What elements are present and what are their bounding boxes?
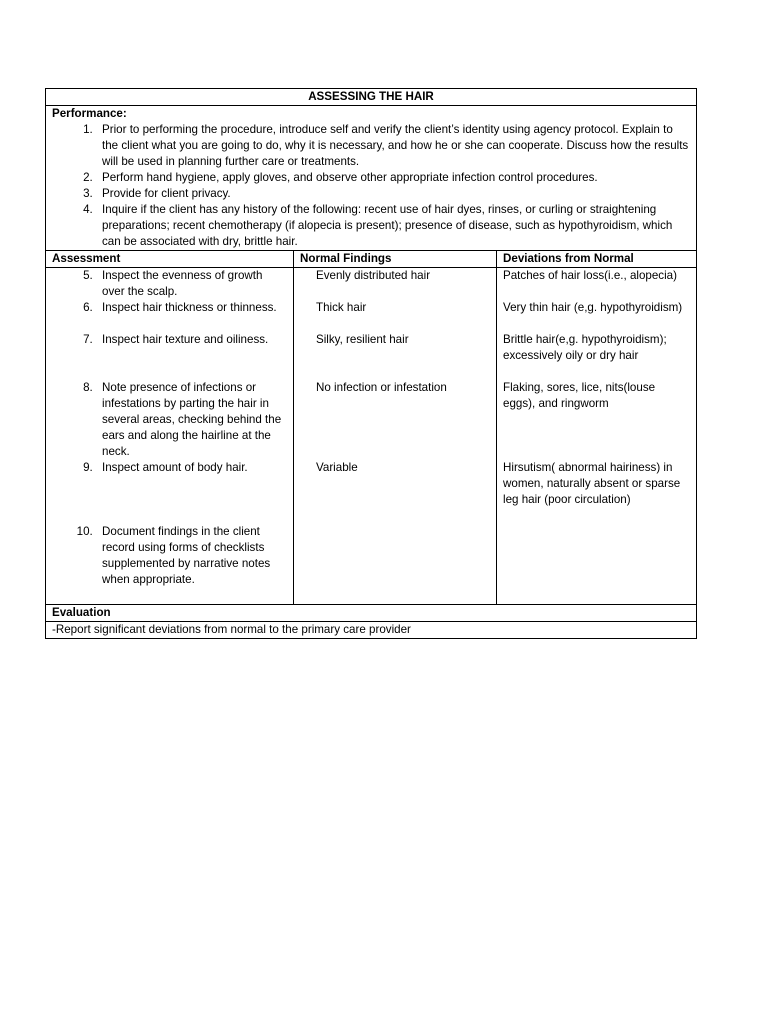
performance-step: 2. Perform hand hygiene, apply gloves, and observe other appropriate infection control procedures. xyxy=(96,170,690,186)
deviation-item: Brittle hair(e,g. hypothyroidism); excessively oily or dry hair xyxy=(503,333,667,362)
normal-finding: Variable xyxy=(316,461,358,474)
deviations-header: Deviations from Normal xyxy=(497,251,697,268)
performance-step: 3. Provide for client privacy. xyxy=(96,186,690,202)
assessment-item: 8. Note presence of infections or infestations by parting the hair in several areas, checking behind the ears and along the hairline at the neck. xyxy=(96,380,287,460)
assessment-list xyxy=(52,268,287,604)
procedure-table xyxy=(45,88,697,639)
deviations-cell xyxy=(497,268,697,605)
performance-step: 4. Inquire if the client has any history of the following: recent use of hair dyes, rinses, or curling or straightening preparations; recent chemotherapy (if alopecia is present); presence of disease, such as hypothyroidism, which can be associated with dry, brittle hair. xyxy=(96,202,690,250)
assessment-cell xyxy=(46,268,294,605)
normal-finding: Evenly distributed hair xyxy=(316,269,431,282)
assessment-item: 5. Inspect the evenness of growth over the scalp. xyxy=(96,268,287,300)
normal-finding: Thick hair xyxy=(316,301,367,314)
assessment-item: 6. Inspect hair thickness or thinness. xyxy=(96,300,287,332)
deviation-item: Patches of hair loss(i.e., alopecia) xyxy=(503,269,677,282)
assessment-item: 9. Inspect amount of body hair. xyxy=(96,460,287,524)
normal-finding: No infection or infestation xyxy=(316,381,447,394)
column-header-row xyxy=(46,251,697,268)
evaluation-heading-row xyxy=(46,605,697,622)
title-row xyxy=(46,89,697,106)
normal-findings-cell xyxy=(294,268,497,605)
deviation-item: Flaking, sores, lice, nits(louse eggs), and ringworm xyxy=(503,381,656,410)
deviation-item: Hirsutism( abnormal hairiness) in women, naturally absent or sparse leg hair (poor circulation) xyxy=(503,461,681,506)
normal-finding: Silky, resilient hair xyxy=(316,333,409,346)
performance-heading: Performance: xyxy=(52,107,127,120)
evaluation-text: -Report significant deviations from normal to the primary care provider xyxy=(46,622,697,639)
evaluation-text-row xyxy=(46,622,697,639)
performance-row xyxy=(46,106,697,251)
assessment-row xyxy=(46,268,697,605)
table-title: ASSESSING THE HAIR xyxy=(46,89,697,106)
assessment-item: 10. Document findings in the client record using forms of checklists supplemented by narrative notes when appropriate. xyxy=(96,524,287,604)
performance-steps xyxy=(52,122,690,250)
evaluation-heading: Evaluation xyxy=(46,605,697,622)
assessment-header: Assessment xyxy=(46,251,294,268)
deviation-item: Very thin hair (e,g. hypothyroidism) xyxy=(503,301,683,314)
performance-step: 1. Prior to performing the procedure, introduce self and verify the client’s identity using agency protocol. Explain to the client what you are going to do, why it is necessary, and how he or she can cooperate. Discuss how the results will be used in planning further care or treatments. xyxy=(96,122,690,170)
normal-findings-header: Normal Findings xyxy=(294,251,497,268)
assessment-item: 7. Inspect hair texture and oiliness. xyxy=(96,332,287,380)
performance-cell xyxy=(46,106,697,251)
